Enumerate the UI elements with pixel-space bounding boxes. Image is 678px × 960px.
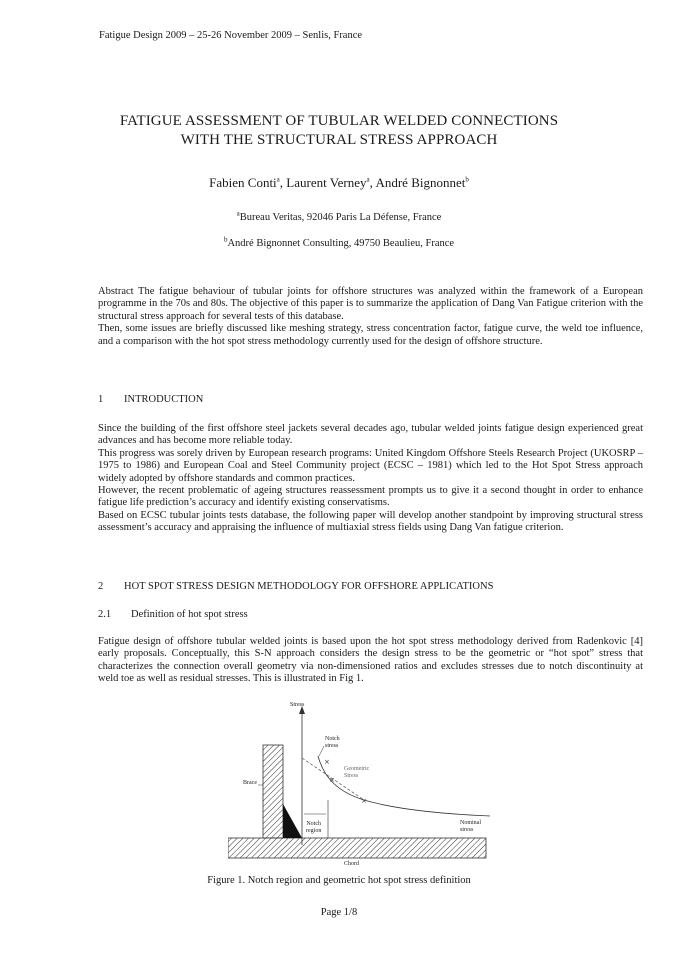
section-number: 2 (98, 581, 104, 592)
author-list: Fabien Conti$^a$, Laurent Verney$^a$, André Bignonnet$^b$ (209, 175, 469, 190)
chord-plate (228, 838, 486, 858)
figure-notch-region (228, 700, 498, 872)
marker-x: × (329, 776, 335, 784)
section-2-1-body (98, 636, 643, 686)
label-notch-1: Notch (325, 736, 340, 742)
author-name: Fabien Conti (209, 175, 277, 190)
author-affil-mark: a (276, 175, 280, 184)
body-paragraph: Fatigue design of offshore tubular welded joints is based upon the hot spot stress methodology derived from Radenkovic [4] early proposals. Conceptually, this S-N approach considers the design stress to be the geometric or “hot spot” stress that characterizes the connection overall geometry via non-dimensioned ratios and excludes stresses due to notch discontinuity at weld toe as well as residual stresses. This is illustrated in Fig 1. (98, 636, 643, 685)
affiliation (40, 235, 638, 249)
label-chord: Chord (344, 861, 359, 867)
label-nominal-2: stress (460, 827, 474, 833)
abstract (98, 286, 643, 348)
title-line-1: FATIGUE ASSESSMENT OF TUBULAR WELDED CONNECTIONS (119, 113, 559, 129)
subsection-heading-definition (98, 609, 248, 620)
abstract-paragraph: Then, some issues are briefly discussed like meshing strategy, stress concentration factor, fatigue curve, the weld toe influence, and a comparison with the hot spot stress methodology currently used for the design of offshore structure. (98, 323, 643, 347)
body-paragraph: However, the recent problematic of ageing structures reassessment prompts us to give it a second thought in order to enhance fatigue life prediction’s accuracy and identify existing conservatisms. (98, 485, 643, 509)
author-name: Laurent Verney (286, 175, 367, 190)
author-affil-mark: a (366, 175, 370, 184)
label-notch-region (306, 821, 321, 835)
affil-text: Bureau Veritas, 92046 Paris La Défense, France (239, 212, 442, 223)
title-line-2: WITH THE STRUCTURAL STRESS APPROACH (180, 132, 498, 148)
affil-text: André Bignonnet Consulting, 49750 Beaulieu, France (227, 238, 455, 249)
affiliation (40, 209, 638, 223)
author-name: André Bignonnet (375, 175, 466, 190)
label-geometric-stress (344, 766, 369, 780)
abstract-paragraph: Abstract The fatigue behaviour of tubular joints for offshore structures was analyzed within the framework of a European programme in the 70s and 80s. The objective of this paper is to summarize the application of Dang Van Fatigue criterion with the structural stress approach for several tests of this database. (98, 286, 643, 322)
label-notch-2: stress (325, 743, 339, 749)
section-number: 1 (98, 394, 104, 405)
figure-caption: Figure 1. Notch region and geometric hot spot stress definition (207, 875, 471, 886)
notch-pointer (319, 746, 324, 756)
label-nominal-1: Nominal (460, 820, 481, 826)
section-title: INTRODUCTION (124, 394, 204, 405)
author-affil-mark: b (465, 175, 469, 184)
page-number: Page 1/8 (320, 907, 358, 918)
label-brace: Brace (243, 780, 257, 786)
body-paragraph: Based on ECSC tubular joints tests database, the following paper will develop another standpoint by improving structural stress assessment’s accuracy and appraising the influence of multiaxial stress fields using Dang Van fatigue criterion. (98, 509, 643, 534)
section-number: 2.1 (98, 609, 112, 620)
label-notch-region-1: Notch (306, 821, 321, 827)
section-title: HOT SPOT STRESS DESIGN METHODOLOGY FOR OFFSHORE APPLICATIONS (124, 581, 494, 592)
paper-title (40, 112, 638, 150)
running-header: Fatigue Design 2009 – 25-26 November 2009 – Senlis, France (99, 30, 363, 41)
label-stress: Stress (290, 702, 305, 708)
section-heading-hot-spot (98, 581, 493, 592)
marker-x: × (361, 797, 367, 805)
figure-drawing (228, 700, 498, 872)
body-paragraph: Since the building of the first offshore steel jackets several decades ago, tubular welded joints fatigue design experienced great advances and has become more reliable today. (98, 423, 643, 447)
brace-plate (263, 745, 283, 838)
affil-mark: a (236, 209, 240, 218)
label-notch-stress (325, 736, 340, 750)
introduction-body (98, 423, 643, 535)
label-nominal-stress (460, 820, 481, 834)
weld-fillet (283, 804, 302, 838)
marker-x: × (324, 758, 330, 766)
body-paragraph: This progress was sorely driven by European research programs: United Kingdom Offshore Steels Research Project (UKOSRP – 1975 to 1986) and European Coal and Steel Community project (ECSC – 1981) which led to the Hot Spot Stress approach widely adopted by offshore standards and common practices. (98, 447, 643, 484)
label-geometric-1: Geometric (344, 766, 370, 772)
label-notch-region-2: region (306, 828, 322, 834)
label-geometric-2: Stress (344, 773, 359, 779)
section-title: Definition of hot spot stress (131, 609, 248, 620)
section-heading-introduction (98, 394, 203, 405)
affil-mark: b (223, 235, 228, 244)
